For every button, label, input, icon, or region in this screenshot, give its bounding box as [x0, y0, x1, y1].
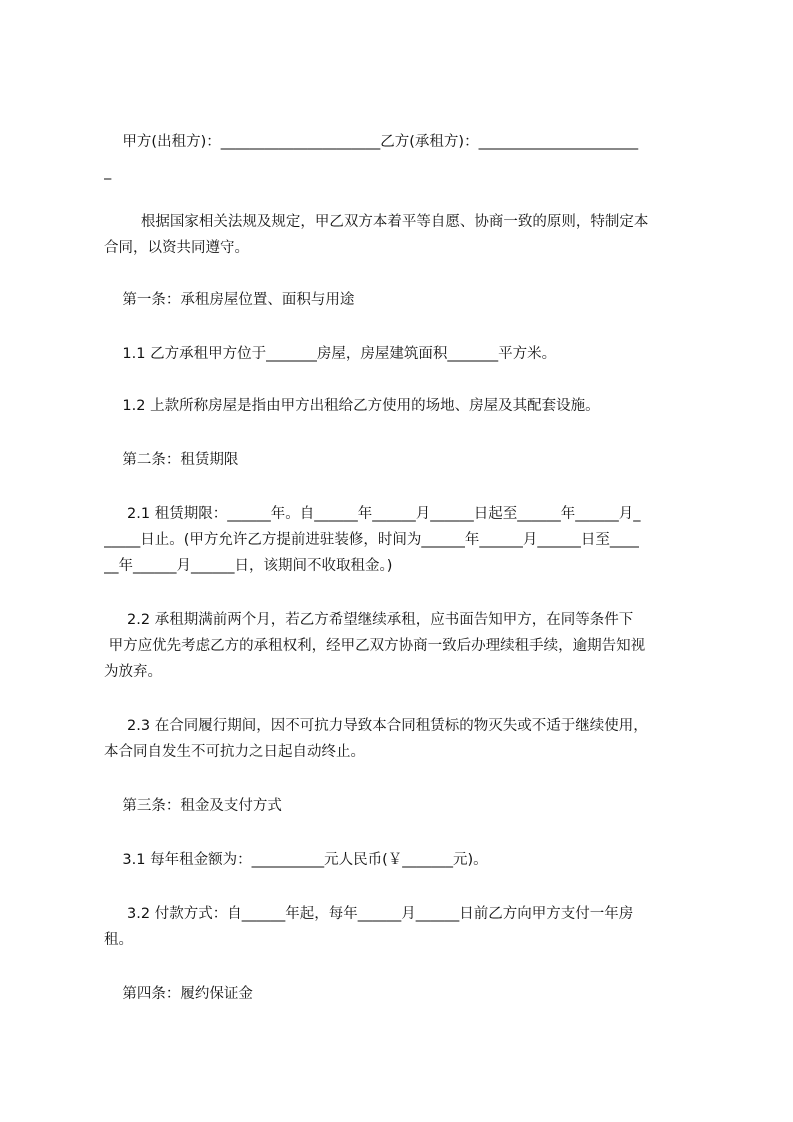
article-2-heading: 第二条：租赁期限 [104, 452, 239, 468]
parties-line-wrap: _ [104, 164, 112, 180]
clause-2-2-line-3: 为放弃。 [104, 664, 162, 680]
article-1-heading: 第一条：承租房屋位置、面积与用途 [104, 292, 355, 308]
preamble-line-2: 合同，以资共同遵守。 [104, 240, 249, 256]
clause-3-1: 3.1 每年租金额为：__________元人民币(￥_______元)。 [104, 852, 488, 868]
article-4-heading: 第四条：履约保证金 [104, 986, 253, 1002]
clause-2-1-line-2: _____日止。(甲方允许乙方提前进驻装修，时间为______年______月______日至____ [104, 532, 639, 548]
clause-3-2-line-2: 租。 [104, 932, 133, 948]
clause-1-2: 1.2 上款所称房屋是指由甲方出租给乙方使用的场地、房屋及其配套设施。 [104, 398, 600, 414]
clause-2-1-line-3: __年______月______日，该期间不收取租金。) [104, 558, 393, 574]
parties-line: 甲方(出租方)：______________________乙方(承租方)：______________________ [104, 134, 639, 150]
clause-2-2-line-1: 2.2 承租期满前两个月，若乙方希望继续承租，应书面告知甲方，在同等条件下 [104, 612, 634, 628]
clause-1-1: 1.1 乙方承租甲方位于_______房屋，房屋建筑面积_______平方米。 [104, 346, 557, 362]
article-3-heading: 第三条：租金及支付方式 [104, 798, 282, 814]
clause-2-2-line-2: 甲方应优先考虑乙方的承租权利，经甲乙双方协商一致后办理续租手续，逾期告知视 [104, 638, 646, 654]
clause-2-1-line-1: 2.1 租赁期限：______年。自______年______月______日起至______年______月_ [104, 506, 641, 522]
clause-2-3-line-2: 本合同自发生不可抗力之日起自动终止。 [104, 744, 365, 760]
preamble-line-1: 根据国家相关法规及规定，甲乙双方本着平等自愿、协商一致的原则，特制定本 [104, 214, 649, 230]
clause-2-3-line-1: 2.3 在合同履行期间，因不可抗力导致本合同租赁标的物灭失或不适于继续使用， [104, 718, 648, 734]
clause-3-2-line-1: 3.2 付款方式：自______年起，每年______月______日前乙方向甲方支付一年房 [104, 906, 634, 922]
